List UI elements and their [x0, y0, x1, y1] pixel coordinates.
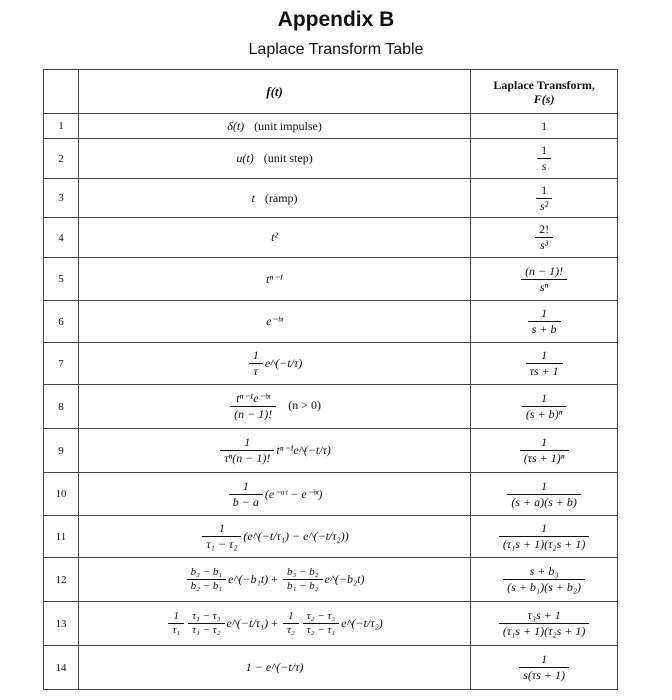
row-number: 5: [44, 258, 79, 301]
row-laplace: $\frac{2!}{\text{s³}}$: [471, 218, 618, 258]
row-number: 11: [44, 516, 79, 558]
row-f-of-t: t (ramp): [78, 179, 470, 218]
row-f-of-t: $\frac{\text{tⁿ⁻¹e⁻ᵇᵗ}}{(n - 1)!}$ (n > 0): [78, 385, 470, 429]
row-number: 14: [44, 646, 79, 690]
row-laplace: 1: [471, 114, 618, 139]
header-number: [44, 70, 79, 114]
row-f-of-t: 1 − e^(−t/τ): [78, 646, 470, 690]
row-laplace: $\frac{1}{\tau s + 1}$: [471, 343, 618, 385]
table-row: [44, 602, 618, 646]
row-number: 8: [44, 385, 79, 429]
table-row: [44, 646, 618, 690]
row-f-of-t: $\frac{1}{\text{τⁿ(n − 1)!}}$ tⁿ⁻¹e^(−t/τ): [78, 429, 470, 473]
page-title: Appendix B: [277, 8, 395, 31]
row-number: 6: [44, 301, 79, 343]
table-row: [44, 429, 618, 473]
header-laplace-line1: Laplace Transform,: [493, 77, 595, 92]
row-laplace: $\frac{1}{\text{s²}}$: [471, 179, 618, 218]
row-f-of-t: tⁿ⁻¹: [78, 258, 470, 301]
row-f-of-t: e⁻ᵇᵗ: [78, 301, 470, 343]
table-row: [44, 343, 618, 385]
row-laplace: $\frac{\text{s + b₃}}{\text{(s + b₁)(s + b₂)}}$: [471, 558, 618, 602]
row-laplace: $\frac{1}{\text{(τs + 1)ⁿ}}$: [471, 429, 618, 473]
table-row: [44, 218, 618, 258]
row-laplace: $\frac{(n - 1)!}{\text{sⁿ}}$: [471, 258, 618, 301]
row-number: 9: [44, 429, 79, 473]
row-number: 13: [44, 602, 79, 646]
row-f-of-t: $\frac{1}{\text{τ₁}}$ $\frac{\text{τ₁ − τ₃}}{\text{τ₁ − τ₂}}$ e^(−t/τ₁) + $\frac{1}{\text{τ₂}}$ $\frac{\text{τ₂ − τ₃}}{\text{τ₂ − τ₁}}$ e^(−t/τ₂): [78, 602, 470, 646]
table-header-row: [44, 70, 618, 114]
row-number: 12: [44, 558, 79, 602]
row-number: 10: [44, 473, 79, 516]
row-f-of-t: $\frac{1}{\tau}$ e^(−t/τ): [78, 343, 470, 385]
table-row: [44, 473, 618, 516]
row-number: 1: [44, 114, 79, 139]
row-number: 4: [44, 218, 79, 258]
row-laplace: $\frac{1}{s}$: [471, 139, 618, 179]
table-row: [44, 179, 618, 218]
table-row: [44, 139, 618, 179]
table-row: [44, 558, 618, 602]
row-number: 3: [44, 179, 79, 218]
table-row: [44, 301, 618, 343]
row-f-of-t: u(t) (unit step): [78, 139, 470, 179]
header-laplace-line2: F(s): [533, 91, 555, 106]
row-number: 7: [44, 343, 79, 385]
header-f-of-t: f(t): [78, 70, 470, 114]
table-row: [44, 385, 618, 429]
table-row: [44, 114, 618, 139]
row-laplace: $\frac{1}{s(\tau s + 1)}$: [471, 646, 618, 690]
table-row: [44, 516, 618, 558]
row-number: 2: [44, 139, 79, 179]
row-f-of-t: t²: [78, 218, 470, 258]
row-f-of-t: δ(t) (unit impulse): [78, 114, 470, 139]
row-f-of-t: $\frac{1}{\text{τ₁ − τ₂}}$ (e^(−t/τ₁) − e^(−t/τ₂)): [78, 516, 470, 558]
page-subtitle: Laplace Transform Table: [248, 41, 424, 58]
row-f-of-t: $\frac{1}{b - a}$ (e⁻ᵃᵗ − e⁻ᵇᵗ): [78, 473, 470, 516]
header-laplace-transform: [471, 70, 618, 114]
table-row: [44, 258, 618, 301]
row-laplace: $\frac{1}{s + b}$: [471, 301, 618, 343]
row-laplace: $\frac{1}{\text{(τ₁s + 1)(τ₂s + 1)}}$: [471, 516, 618, 558]
row-laplace: $\frac{1}{(s + a)(s + b)}$: [471, 473, 618, 516]
row-f-of-t: $\frac{\text{b₃ − b₁}}{\text{b₂ − b₁}}$ e^(−b₁t) + $\frac{\text{b₃ − b₂}}{\text{b₁ − b₂}}$ e^(−b₂t): [78, 558, 470, 602]
row-laplace: $\frac{\text{τ₃s + 1}}{\text{(τ₁s + 1)(τ₂s + 1)}}$: [471, 602, 618, 646]
laplace-transform-table: [43, 69, 618, 690]
row-laplace: $\frac{1}{\text{(s + b)ⁿ}}$: [471, 385, 618, 429]
